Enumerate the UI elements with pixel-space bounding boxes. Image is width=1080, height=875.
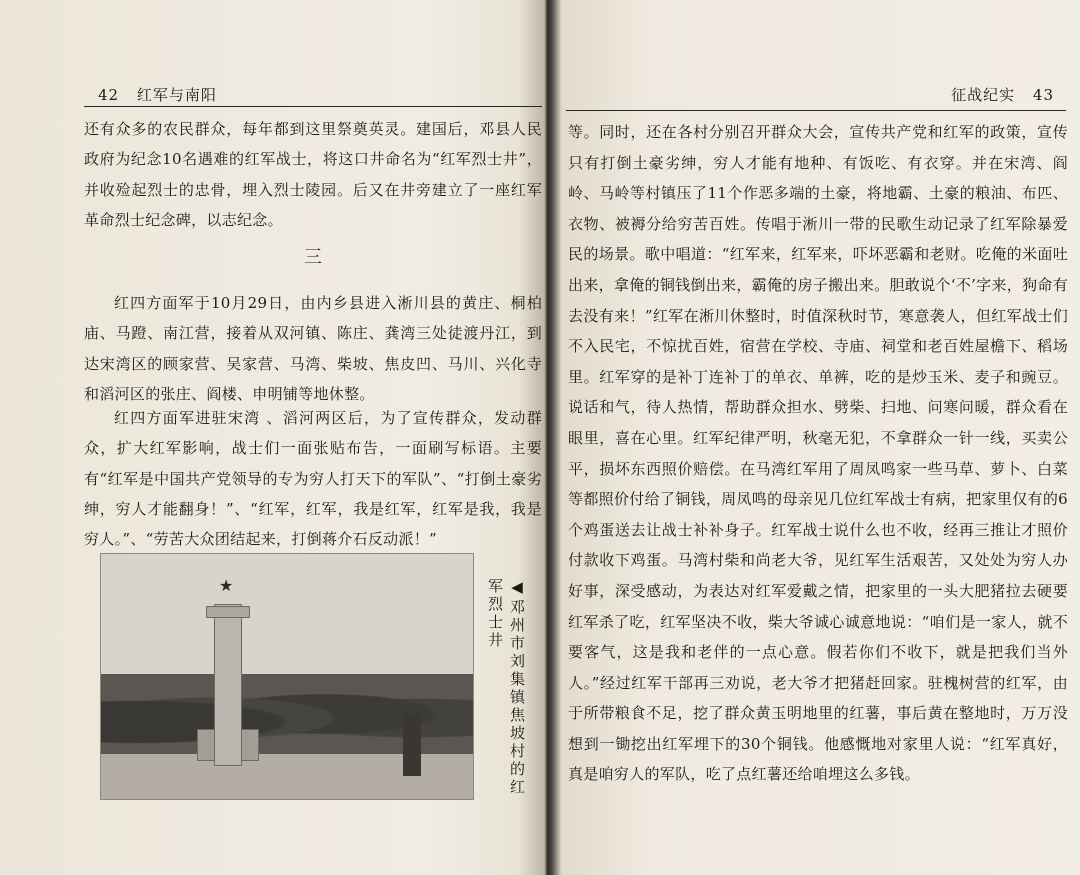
left-page-header: [86, 84, 538, 106]
left-paragraph-3: 红四方面军进驻宋湾 、滔河两区后，为了宣传群众，发动群众，扩大红军影响，战士们一面张贴布告，一面刷写标语。主要有“红军是中国共产党领导的专为穷人打天下的军队”、“打倒土豪劣绅，穷人才能翻身！”、“红军，红军，我是红军，红军是我，我是穷人。”、“劳苦大众团结起来，打倒蒋介石反动派！”: [84, 409, 542, 549]
monument-column: [214, 604, 242, 766]
right-running-title: 征战纪实: [951, 86, 1016, 104]
left-page-number: 42: [98, 86, 120, 104]
left-header-rule: [84, 106, 542, 107]
section-number: 三: [304, 247, 322, 268]
memorial-well-photo: [100, 553, 474, 800]
right-paragraph: 等。同时，还在各村分别召开群众大会，宣传共产党和红军的政策，宣传只有打倒土豪劣绅，穷人才能有地种、有饭吃、有衣穿。并在宋湾、阎岭、马岭等村镇压了11个作恶多端的土豪，将地霸、土豪的粮油、布匹、衣物、被褥分给穷苦百姓。传唱于淅川一带的民歌生动记录了红军除暴爱民的场景。歌中唱道：“红军来，红军来，吓坏恶霸和老财。吃俺的米面吐出来，拿俺的铜钱倒出来，霸俺的房子搬出来。胆敢说个‘不’字来，狗命有去没有来！”红军在淅川休整时，时值深秋时节，寒意袭人，但红军战士们不入民宅，不惊扰百姓，宿营在学校、寺庙、祠堂和老百姓屋檐下、稻场里。红军穿的是补丁连补丁的单衣、单裤，吃的是炒玉米、麦子和豌豆。说话和气，待人热情，帮助群众担水、劈柴、扫地、问寒问暖，群众看在眼里，喜在心里。红军纪律严明，秋毫无犯，不拿群众一针一线，买卖公平，损坏东西照价赔偿。在马湾红军用了周凤鸣家一些马草、萝卜、白菜等都照价付给了铜钱，周凤鸣的母亲见几位红军战士有病，把家里仅有的6个鸡蛋送去让战士补补身子。红军战士说什么也不收，经再三推让才照价付款收下鸡蛋。马湾村柴和尚老大爷，见红军生活艰苦，又处处为穷人办好事，深受感动，为表达对红军爱戴之情，把家里的一头大肥猪拉去硬要红军杀了吃，红军坚决不收，柴大爷诚心诚意地说：“咱们是一家人，就不要客气，这是我和老伴的一点心意。假若你们不收下，就是把我们当外人。”经过红军干部再三劝说，老大爷才把猪赶回家。驻槐树营的红军，由于所带粮食不足，挖了群众黄玉明地里的红薯，事后黄在整地时，万万没想到一锄挖出红军埋下的30个铜钱。他感慨地对家里人说：“红军真好，真是咱穷人的军队，吃了点红薯还给咱埋这么多钱。: [568, 123, 1068, 784]
photo-caption: ◀邓州市刘集镇焦坡村的红军烈士井: [486, 578, 526, 797]
left-paragraph-2: 红四方面军于10月29日，由内乡县进入淅川县的黄庄、桐柏庙、马蹬、南江营，接着从双河镇、陈庄、龚湾三处徒渡丹江，到达宋湾区的顾家营、吴家营、马湾、柴坡、焦皮凹、马川、兴化寺和滔河区的张庄、阎楼、申明铺等地休整。: [84, 294, 542, 403]
left-paragraph-1: 还有众多的农民群众，每年都到这里祭奠英灵。建国后，邓县人民政府为纪念10名遇难的红军战士，将这口井命名为“红军烈士井”，并收殓起烈士的忠骨，埋入烈士陵园。后又在井旁建立了一座红军革命烈士纪念碑，以志纪念。: [84, 120, 542, 229]
star-icon: ★: [219, 576, 234, 595]
right-header-rule: [566, 110, 1066, 111]
left-running-title: 红军与南阳: [136, 86, 217, 104]
right-page: [552, 0, 1080, 875]
right-page-header: [566, 84, 1066, 106]
right-page-number: 43: [1032, 86, 1054, 104]
